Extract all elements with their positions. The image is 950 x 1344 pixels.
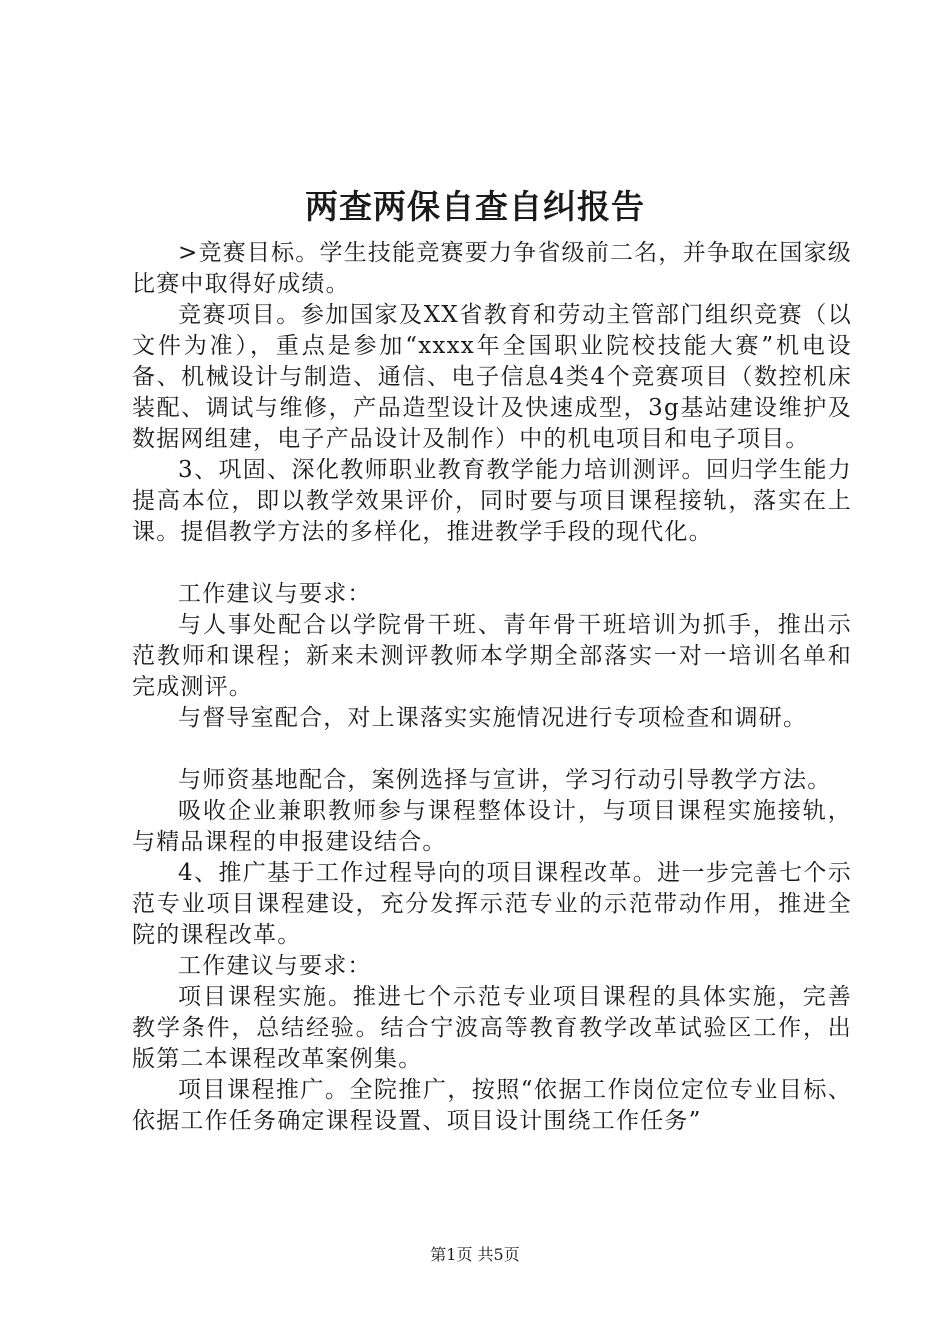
paragraph: >竞赛目标。学生技能竞赛要力争省级前二名，并争取在国家级比赛中取得好成绩。 bbox=[132, 240, 852, 297]
section-heading: 工作建议与要求： bbox=[178, 953, 372, 979]
paragraph: 与人事处配合以学院骨干班、青年骨干班培训为抓手，推出示范教师和课程；新来未测评教师本学期全部落实一对一培训名单和完成测评。 bbox=[132, 612, 852, 700]
paragraph: 吸收企业兼职教师参与课程整体设计，与项目课程实施接轨，与精品课程的申报建设结合。 bbox=[132, 798, 852, 855]
paragraph: 与师资基地配合，案例选择与宣讲，学习行动引导教学方法。 bbox=[178, 767, 832, 793]
paragraph: 竞赛项目。参加国家及XX省教育和劳动主管部门组织竞赛（以文件为准），重点是参加“xxxx年全国职业院校技能大赛”机电设备、机械设计与制造、通信、电子信息4类4个竞赛项目（数控机床装配、调试与维修，产品造型设计及快速成型，3g基站建设维护及数据网组建，电子产品设计及制作）中的机电项目和电子项目。 bbox=[132, 302, 852, 452]
paragraph: 项目课程实施。推进七个示范专业项目课程的具体实施，完善教学条件，总结经验。结合宁波高等教育教学改革试验区工作，出版第二本课程改革案例集。 bbox=[132, 984, 852, 1072]
document-title: 两查两保自查自纠报告 bbox=[305, 187, 645, 226]
section-heading: 工作建议与要求： bbox=[178, 581, 372, 607]
paragraph: 项目课程推广。全院推广，按照“依据工作岗位定位专业目标、依据工作任务确定课程设置、项目设计围绕工作任务” bbox=[132, 1077, 852, 1134]
paragraph: 4、推广基于工作过程导向的项目课程改革。进一步完善七个示范专业项目课程建设，充分发挥示范专业的示范带动作用，推进全院的课程改革。 bbox=[132, 860, 852, 948]
paragraph: 3、巩固、深化教师职业教育教学能力培训测评。回归学生能力提高本位，即以教学效果评价，同时要与项目课程接轨，落实在上课。提倡教学方法的多样化，推进教学手段的现代化。 bbox=[132, 457, 852, 545]
document-body bbox=[132, 238, 852, 1137]
paragraph: 与督导室配合，对上课落实实施情况进行专项检查和调研。 bbox=[178, 705, 808, 731]
page-footer: 第1页 共5页 bbox=[430, 1245, 520, 1264]
